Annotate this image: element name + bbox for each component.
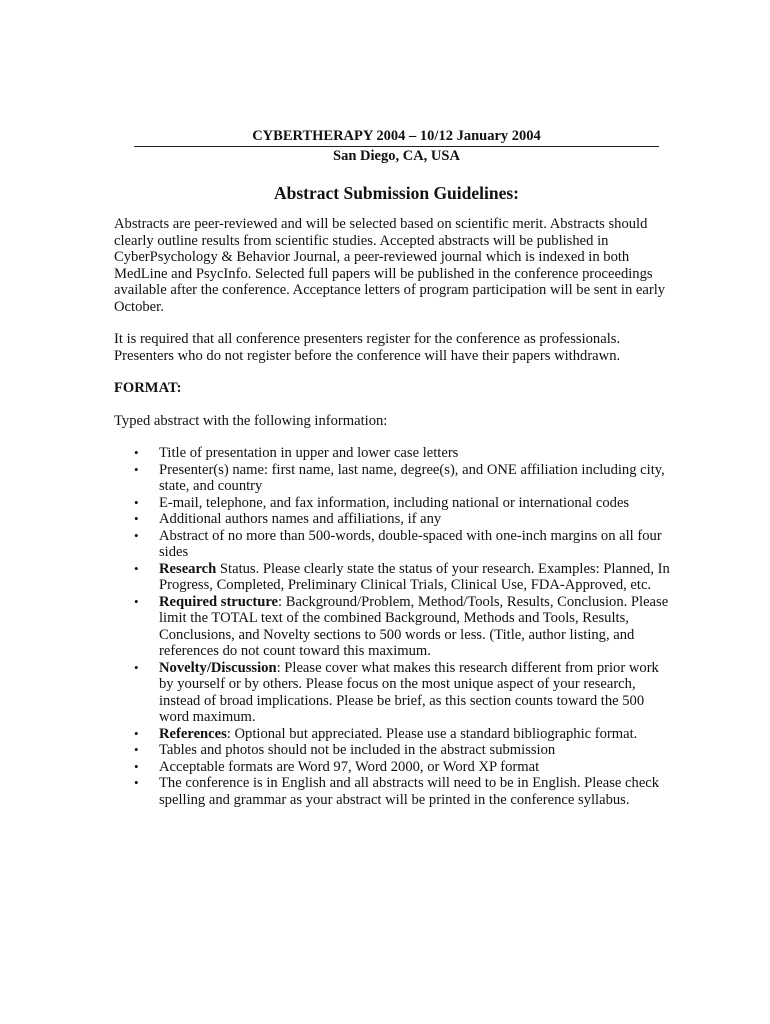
format-heading: FORMAT:	[114, 380, 182, 396]
list-item-bold: Required structure	[159, 593, 279, 610]
bullet-icon: •	[134, 461, 139, 477]
conference-location: San Diego, CA, USA	[333, 148, 460, 164]
list-item	[114, 726, 674, 743]
list-item	[114, 511, 674, 528]
list-item-bold: Novelty/Discussion	[159, 659, 277, 676]
bullet-icon: •	[134, 560, 139, 576]
list-item-text: Title of presentation in upper and lower case letters	[159, 445, 459, 461]
list-item	[114, 561, 674, 594]
bullet-icon: •	[134, 494, 139, 510]
format-intro: Typed abstract with the following information:	[114, 412, 388, 429]
list-item	[114, 528, 674, 561]
list-item-text: Additional authors names and affiliations, if any	[159, 511, 442, 527]
list-item-bold: References	[159, 725, 227, 742]
list-item-text: Status. Please clearly state the status of your research. Examples: Planned, In Progress, Completed, Preliminary Clinical Trials, Clinical Use, FDA-Approved, etc.	[159, 560, 670, 593]
requirements-list	[114, 445, 674, 808]
document-body	[114, 216, 674, 808]
bullet-icon: •	[134, 775, 139, 790]
list-item	[114, 594, 674, 660]
list-item-text: : Please cover what makes this research different from prior work by yourself or by others. Please focus on the most unique aspect of your research, instead of broad implications. Please be brief, as this section counts toward the 500 word maximum.	[159, 659, 659, 725]
page-title: Abstract Submission Guidelines:	[273, 183, 520, 203]
bullet-icon: •	[134, 593, 139, 609]
list-item-text: Acceptable formats are Word 97, Word 2000, or Word XP format	[159, 758, 540, 775]
bullet-icon: •	[134, 742, 139, 757]
intro-paragraph: Abstracts are peer-reviewed and will be selected based on scientific merit. Abstracts should clearly outline results from scientific studies. Accepted abstracts will be published in CyberPsychology & Behavior Journal, a peer-reviewed journal which is indexed in both MedLine and PsycInfo. Selected full papers will be published in the conference proceedings available after the conference. Acceptance letters of program participation will be sent in early October.	[114, 216, 666, 315]
bullet-icon: •	[134, 659, 139, 675]
bullet-icon: •	[134, 725, 139, 741]
list-item-text: : Background/Problem, Method/Tools, Results, Conclusion. Please limit the TOTAL text of the combined Background, Methods and Tools, Results, Conclusions, and Novelty sections to 500 words or less. (Title, author listing, and references do not count toward this maximum.	[159, 593, 669, 659]
bullet-icon: •	[134, 758, 139, 774]
document-header	[134, 128, 659, 165]
list-item-text: Abstract of no more than 500-words, double-spaced with one-inch margins on all four sides	[159, 527, 662, 560]
list-item-text: : Optional but appreciated. Please use a standard bibliographic format.	[226, 725, 638, 742]
list-item	[114, 775, 674, 808]
list-item	[114, 495, 674, 512]
list-item-text: The conference is in English and all abstracts will need to be in English. Please check spelling and grammar as your abstract will be printed in the conference syllabus.	[159, 775, 660, 808]
list-item	[114, 462, 674, 495]
list-item-bold: Research	[159, 560, 217, 577]
list-item	[114, 445, 674, 462]
conference-title: CYBERTHERAPY 2004 – 10/12 January 2004	[134, 128, 659, 147]
bullet-icon: •	[134, 445, 139, 460]
list-item-text: E-mail, telephone, and fax information, including national or international codes	[159, 494, 630, 511]
list-item-text: Tables and photos should not be included in the abstract submission	[159, 742, 556, 758]
list-item-text: Presenter(s) name: first name, last name, degree(s), and ONE affiliation including city, state, and country	[159, 461, 665, 494]
list-item	[114, 759, 674, 776]
registration-paragraph: It is required that all conference presenters register for the conference as professionals. Presenters who do not register before the conference will have their papers withdrawn.	[114, 331, 621, 364]
bullet-icon: •	[134, 511, 139, 526]
bullet-icon: •	[134, 527, 139, 543]
list-item	[114, 660, 674, 726]
list-item	[114, 742, 674, 759]
